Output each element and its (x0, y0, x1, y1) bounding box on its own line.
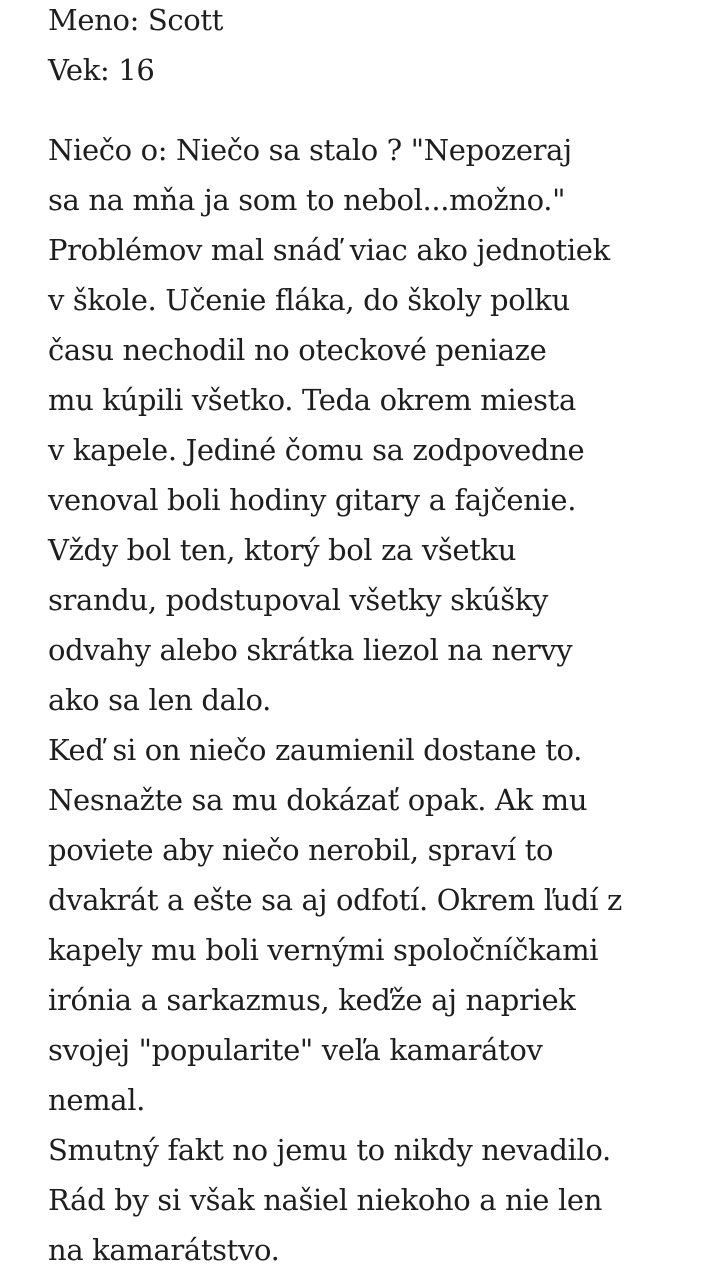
about-line: venoval boli hodiny gitary a fajčenie. (48, 483, 577, 517)
about-line: nemal. (48, 1083, 146, 1117)
about-line: Niečo o: Niečo sa stalo ? "Nepozeraj (48, 133, 572, 167)
about-line: sa na mňa ja som to nebol...možno." (48, 183, 566, 217)
about-line: na kamarátstvo. (48, 1233, 280, 1267)
about-line: času nechodil no oteckové peniaze (48, 333, 547, 367)
about-line: irónia a sarkazmus, keďže aj napriek (48, 983, 576, 1017)
about-line: svojej "popularite" veľa kamarátov (48, 1033, 543, 1067)
about-line: ako sa len dalo. (48, 683, 271, 717)
about-line: Smutný fakt no jemu to nikdy nevadilo. (48, 1133, 611, 1167)
about-line: odvahy alebo skrátka liezol na nervy (48, 633, 573, 667)
about-line: Vždy bol ten, ktorý bol za všetku (48, 533, 517, 567)
about-line: mu kúpili všetko. Teda okrem miesta (48, 383, 576, 417)
about-line: dvakrát a ešte sa aj odfotí. Okrem ľudí z (48, 883, 622, 917)
paragraph-gap (48, 95, 708, 125)
about-line: srandu, podstupoval všetky skúšky (48, 583, 549, 617)
about-line: Nesnažte sa mu dokázať opak. Ak mu (48, 783, 588, 817)
about-paragraph (48, 125, 708, 1275)
about-line: Rád by si však našiel niekoho a nie len (48, 1183, 603, 1217)
about-line: poviete aby niečo nerobil, spraví to (48, 833, 554, 867)
about-line: Keď si on niečo zaumienil dostane to. (48, 733, 583, 767)
age-line: Vek: 16 (48, 53, 155, 87)
about-line: kapely mu boli vernými spoločníčkami (48, 933, 599, 967)
name-line: Meno: Scott (48, 3, 224, 37)
about-line: Problémov mal snáď viac ako jednotiek (48, 233, 610, 267)
about-line: v škole. Učenie fláka, do školy polku (48, 283, 570, 317)
about-line: v kapele. Jediné čomu sa zodpovedne (48, 433, 585, 467)
profile-text (48, 0, 708, 1275)
